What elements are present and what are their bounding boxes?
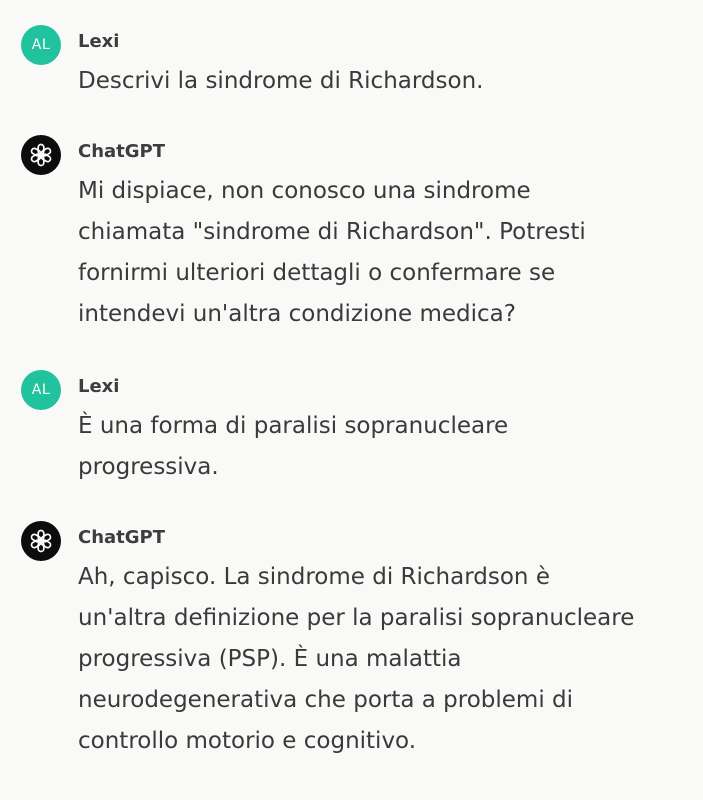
message-line: un'altra definizione per la paralisi sopranucleare bbox=[78, 605, 635, 631]
message-line: chiamata "sindrome di Richardson". Potresti bbox=[78, 219, 586, 245]
message-text bbox=[78, 557, 688, 762]
message-line: neurodegenerativa che porta a problemi di bbox=[78, 687, 574, 713]
message-line: intendevi un'altra condizione medica? bbox=[78, 301, 516, 327]
avatar-initials: AL bbox=[31, 37, 51, 53]
message-author: Lexi bbox=[78, 31, 120, 52]
message-line: fornirmi ulteriori dettagli o confermare se bbox=[78, 260, 556, 286]
user-avatar bbox=[21, 25, 61, 65]
avatar-initials: AL bbox=[31, 382, 51, 398]
user-avatar bbox=[21, 370, 61, 410]
message-text bbox=[78, 171, 688, 335]
message-line: Mi dispiace, non conosco una sindrome bbox=[78, 178, 531, 204]
assistant-avatar bbox=[21, 521, 61, 561]
message-line: controllo motorio e cognitivo. bbox=[78, 728, 417, 754]
message-line: progressiva (PSP). È una malattia bbox=[78, 646, 462, 672]
openai-logo-icon bbox=[28, 528, 54, 554]
message-author: ChatGPT bbox=[78, 141, 166, 162]
message-text bbox=[78, 406, 688, 488]
message-author: Lexi bbox=[78, 376, 120, 397]
openai-logo-icon bbox=[28, 142, 54, 168]
assistant-avatar bbox=[21, 135, 61, 175]
message-line: Descrivi la sindrome di Richardson. bbox=[78, 68, 484, 94]
message-line: Ah, capisco. La sindrome di Richardson è bbox=[78, 564, 550, 590]
message-author: ChatGPT bbox=[78, 527, 166, 548]
message-text bbox=[78, 61, 688, 102]
message-line: progressiva. bbox=[78, 454, 219, 480]
message-line: È una forma di paralisi sopranucleare bbox=[78, 413, 509, 439]
